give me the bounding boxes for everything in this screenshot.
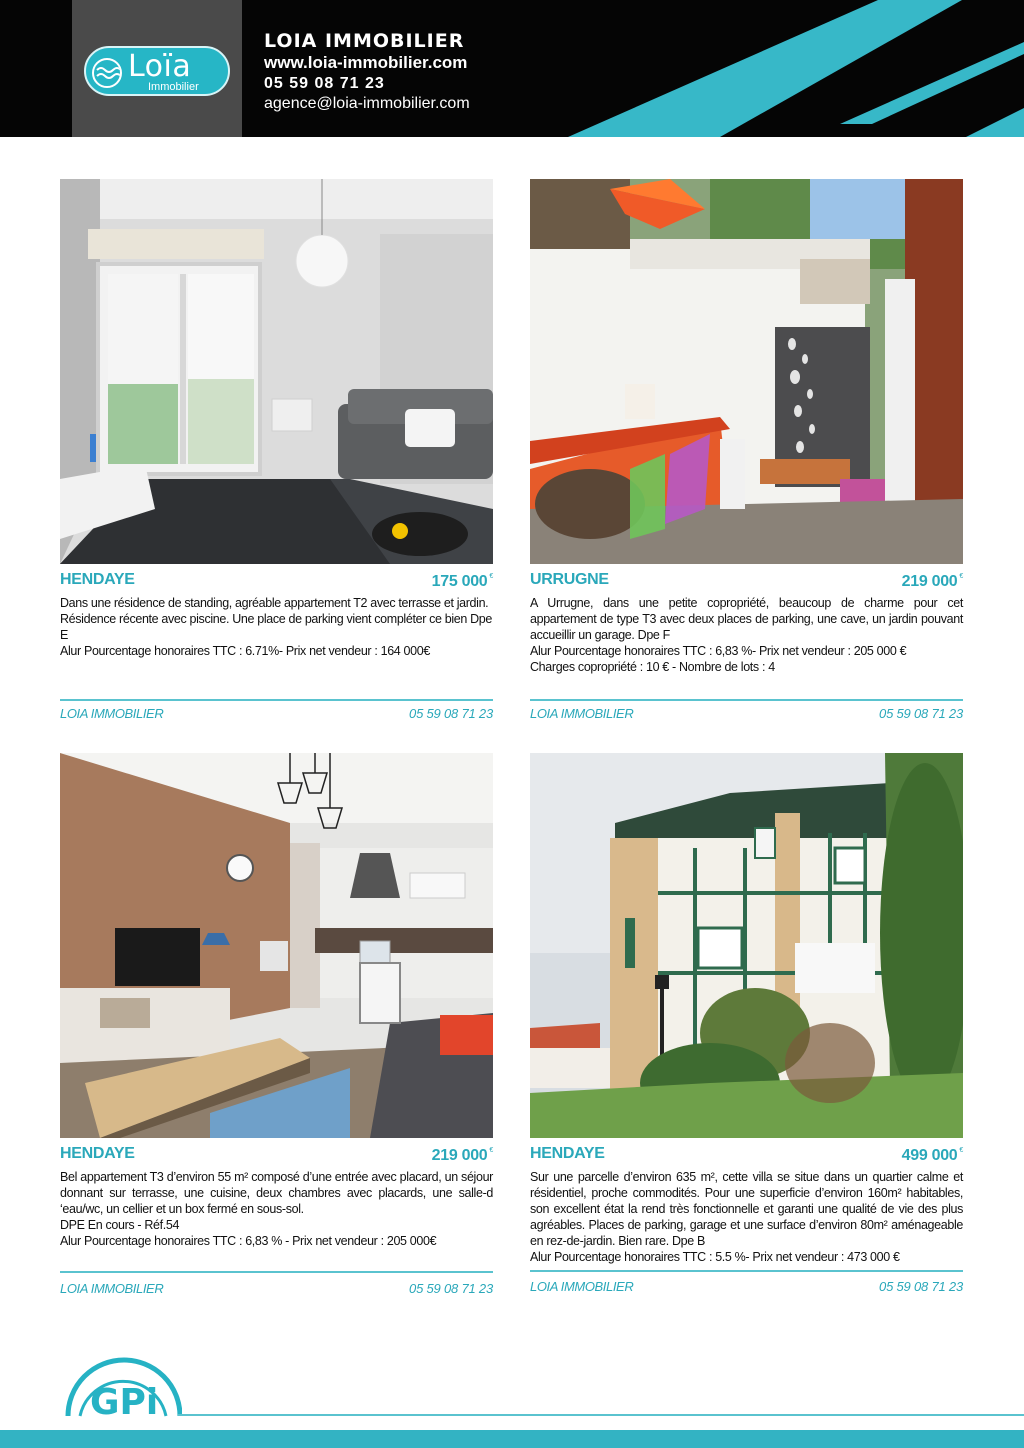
bottom-color-band bbox=[0, 1430, 1024, 1448]
listing-agency-phone[interactable]: 05 59 08 71 23 bbox=[879, 706, 963, 721]
listing-city: URRUGNE bbox=[530, 571, 609, 588]
divider bbox=[60, 699, 493, 701]
listing-agency-phone[interactable]: 05 59 08 71 23 bbox=[879, 1279, 963, 1294]
agency-email-link[interactable]: agence@loia-immobilier.com bbox=[264, 95, 470, 112]
agency-phone[interactable]: 05 59 08 71 23 bbox=[264, 75, 385, 92]
divider bbox=[530, 699, 963, 701]
listing-photo-living-room[interactable] bbox=[60, 179, 493, 564]
listing-agency-name: LOIA IMMOBILIER bbox=[530, 1279, 634, 1294]
listing-agency-name: LOIA IMMOBILIER bbox=[60, 1281, 164, 1296]
agency-website-link[interactable]: www.loia-immobilier.com bbox=[264, 53, 468, 72]
listing-description: Dans une résidence de standing, agréable appartement T2 avec terrasse et jardin. Résidence récente avec piscine. Une place de parking vient compléter ce bien Dpe E Alur Pourcentage honoraires TTC : 6.71%- Prix net vendeur : 164 000€ bbox=[60, 596, 492, 658]
agency-logo bbox=[72, 0, 242, 137]
listing-card-2[interactable] bbox=[530, 179, 963, 724]
listing-price: 175 000 € bbox=[431, 573, 493, 590]
listing-agency-name: LOIA IMMOBILIER bbox=[530, 706, 634, 721]
page-header bbox=[0, 0, 1024, 137]
listing-description: A Urrugne, dans une petite copropriété, beaucoup de charme pour cet appartement de type T3 avec deux places de parking, une cave, un jardin pouvant accueillir un garage. Dpe F Alur Pourcentage honoraires TTC : 6,83 %- Prix net vendeur : 205 000 € Charges copropriété : 10 € - Nombre de lots : 4 bbox=[530, 596, 963, 674]
listing-price: 219 000 € bbox=[901, 573, 963, 590]
wave-icon bbox=[92, 58, 122, 88]
listing-description: Bel appartement T3 d’environ 55 m² composé d’une entrée avec placard, un séjour donnant sur terrasse, une cuisine, deux chambres avec placards, une salle-d ‘eau/wc, un cellier et un box fermé en sous-sol. DPE En cours - Réf.54 Alur Pourcentage honoraires TTC : 6,83 % - Prix net vendeur : 205 000€ bbox=[60, 1170, 493, 1248]
listing-agency-phone[interactable]: 05 59 08 71 23 bbox=[409, 1281, 493, 1296]
divider bbox=[530, 1270, 963, 1272]
listing-agency-name: LOIA IMMOBILIER bbox=[60, 706, 164, 721]
listing-city: HENDAYE bbox=[60, 1145, 135, 1162]
gpi-network-logo bbox=[62, 1352, 182, 1420]
listing-photo-villa[interactable] bbox=[530, 753, 963, 1138]
listing-city: HENDAYE bbox=[530, 1145, 605, 1162]
listing-card-4[interactable] bbox=[530, 753, 963, 1303]
listing-city: HENDAYE bbox=[60, 571, 135, 588]
listing-price: 499 000 € bbox=[901, 1147, 963, 1164]
agency-contact bbox=[264, 30, 470, 114]
listing-photo-terrace[interactable] bbox=[530, 179, 963, 564]
listing-description: Sur une parcelle d’environ 635 m², cette villa se situe dans un quartier calme et résidentiel, proche commodités. Pour une superficie d’environ 160m² habitables, son excellent état la rend très fonctionnelle et garanti une qualité de vie des plus agréables. Places de parking, garage et une surface d’environ 80m² aménageable en rez-de-jardin. Bien rare. Dpe B Alur Pourcentage honoraires TTC : 5.5 %- Prix net vendeur : 473 000 € bbox=[530, 1170, 963, 1264]
bottom-divider bbox=[178, 1414, 1024, 1416]
logo-subtitle: Immobilier bbox=[148, 81, 199, 93]
listing-agency-phone[interactable]: 05 59 08 71 23 bbox=[409, 706, 493, 721]
divider bbox=[60, 1271, 493, 1273]
agency-name: LOIA IMMOBILIER bbox=[264, 30, 465, 52]
logo-name: Loïa bbox=[128, 49, 192, 84]
listing-card-1[interactable] bbox=[60, 179, 493, 724]
listing-photo-living-kitchen[interactable] bbox=[60, 753, 493, 1138]
listing-price: 219 000 € bbox=[431, 1147, 493, 1164]
gpi-logo-text: GPi bbox=[90, 1382, 159, 1420]
listing-card-3[interactable] bbox=[60, 753, 493, 1303]
